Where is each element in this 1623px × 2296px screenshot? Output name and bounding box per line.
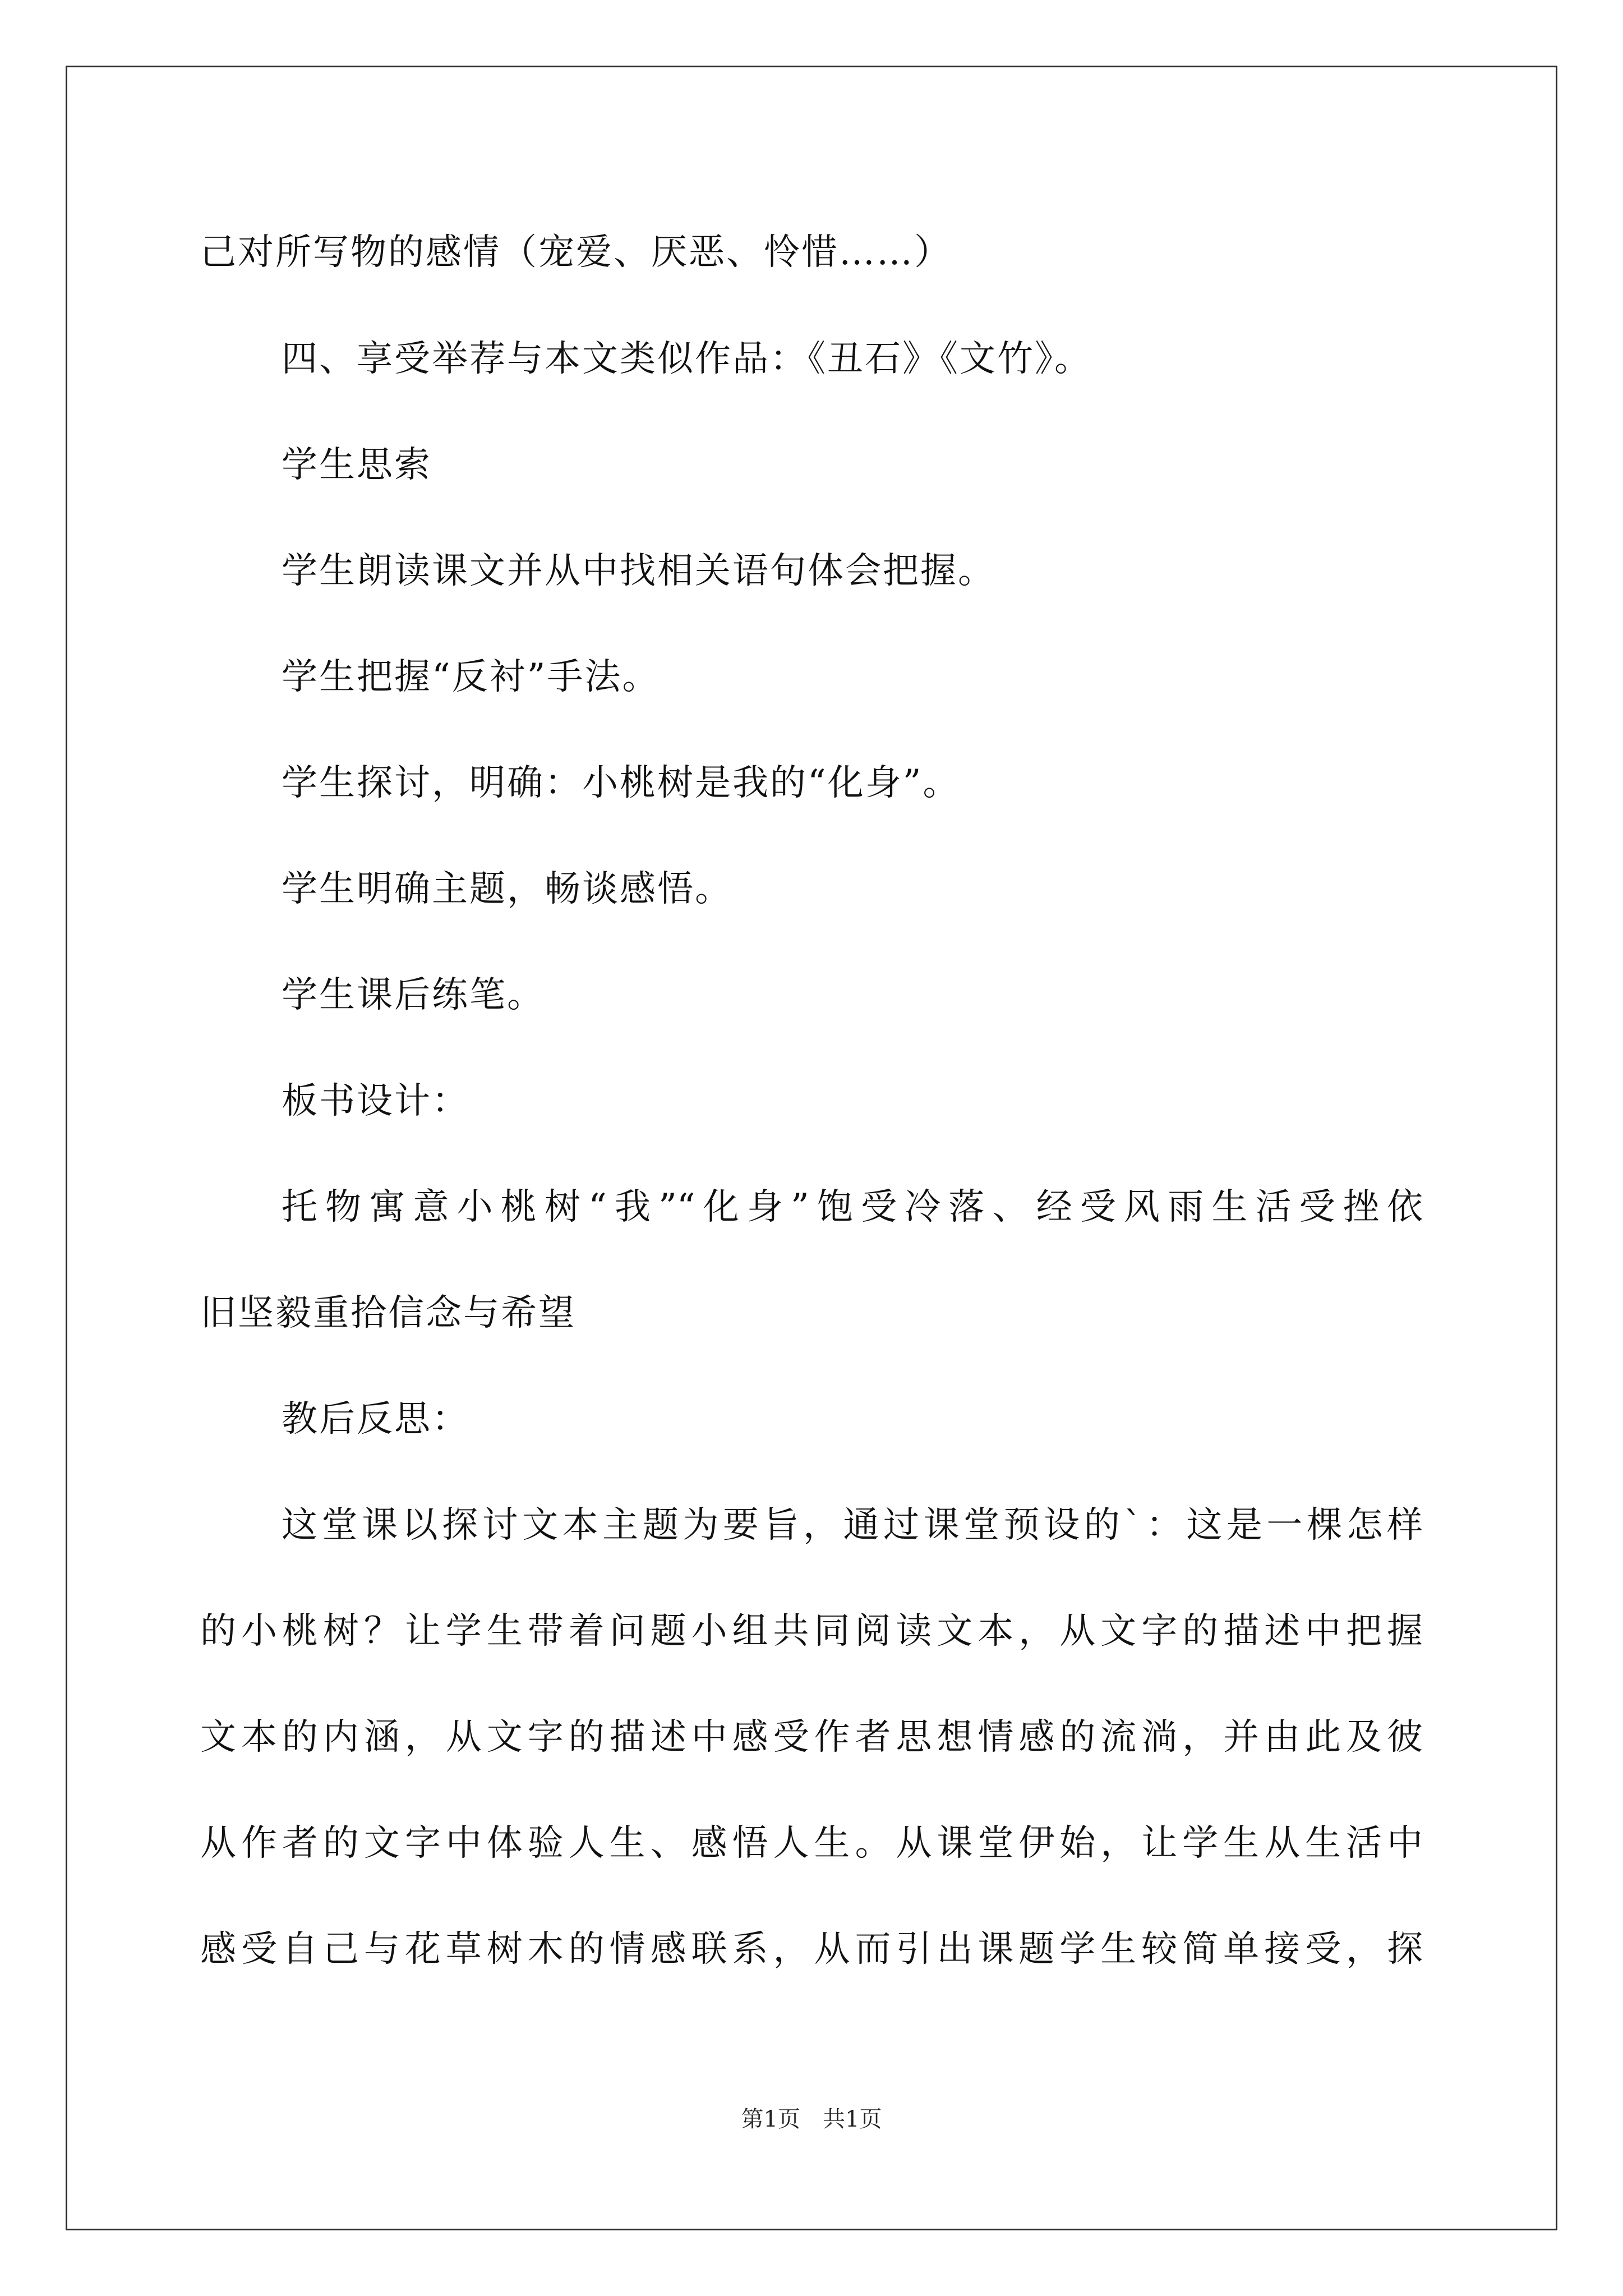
text-line-13: 这堂课以探讨文本主题为要旨，通过课堂预设的`：这是一棵怎样 [282,1504,1423,1546]
text-line-10: 托物寓意小桃树“我”“化身”饱受冷落、经受风雨生活受挫依 [282,1186,1423,1228]
text-line-17: 感受自己与花草树木的情感联系，从而引出课题学生较简单接受，探 [200,1929,1423,1970]
text-line-12: 教后反思： [282,1398,469,1440]
text-line-5: 学生把握“反衬”手法。 [282,656,660,698]
page-border [66,66,1557,2230]
text-line-15: 文本的内涵，从文字的描述中感受作者思想情感的流淌，并由此及彼 [200,1717,1423,1758]
text-line-3: 学生思索 [282,444,432,486]
text-line-4: 学生朗读课文并从中找相关语句体会把握。 [282,550,995,592]
text-line-11: 旧坚毅重拾信念与希望 [200,1292,576,1334]
text-line-9: 板书设计： [282,1080,469,1122]
text-line-14: 的小桃树？让学生带着问题小组共同阅读文本，从文字的描述中把握 [200,1611,1423,1652]
text-line-16: 从作者的文字中体验人生、感悟人生。从课堂伊始，让学生从生活中 [200,1823,1423,1864]
text-line-7: 学生明确主题，畅谈感悟。 [282,868,732,910]
text-line-2: 四、享受举荐与本文类似作品：《丑石》《文竹》。 [282,338,1092,380]
text-line-8: 学生课后练笔。 [282,974,545,1016]
text-line-1: 己对所写物的感情（宠爱、厌恶、怜惜……） [200,232,952,273]
text-line-6: 学生探讨，明确：小桃树是我的“化身”。 [282,762,961,804]
page-footer: 第1页 共1页 [741,2106,882,2132]
